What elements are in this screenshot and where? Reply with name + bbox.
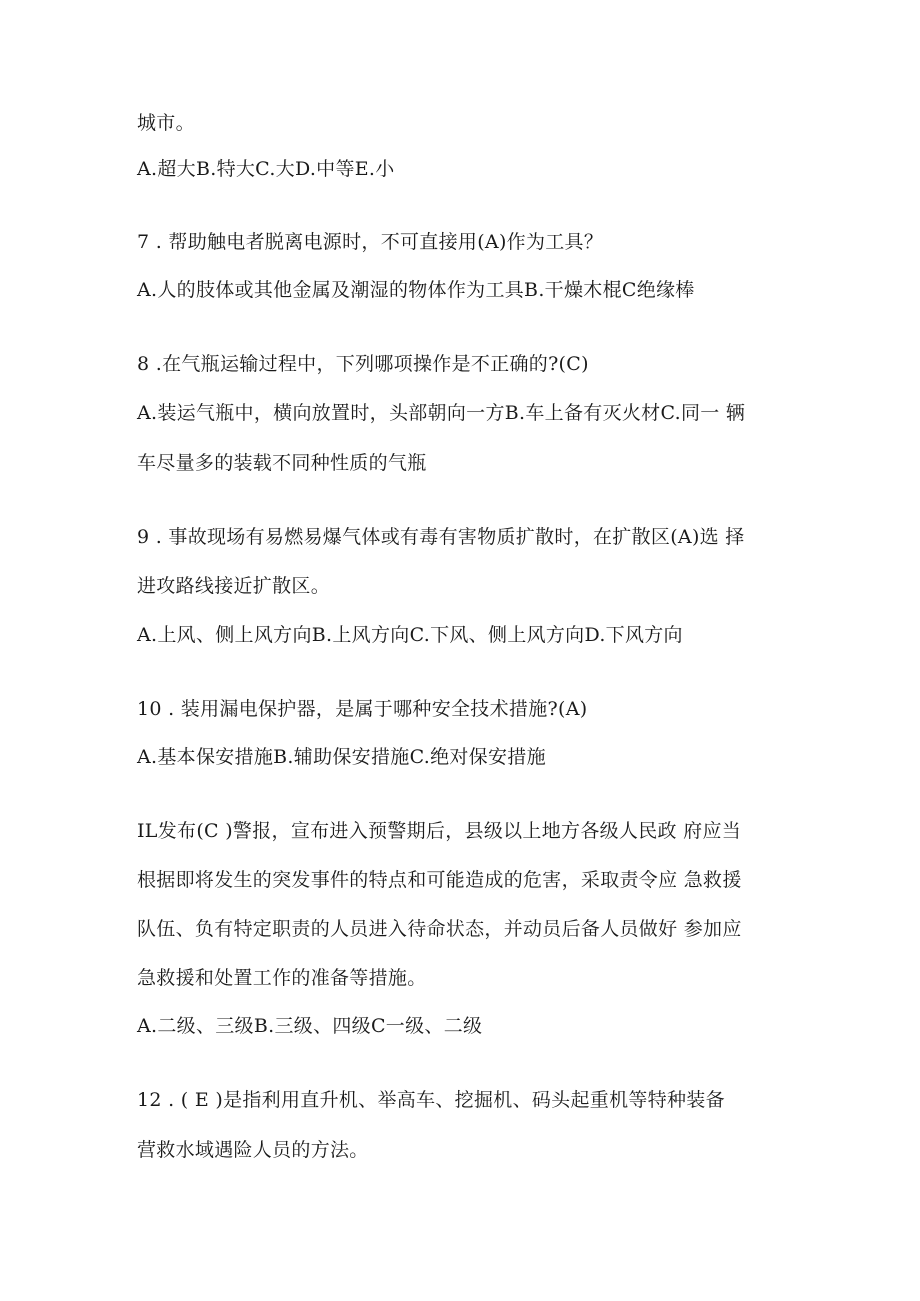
question-11-continued-1: 根据即将发生的突发事件的特点和可能造成的危害，采取责令应 急救援: [137, 869, 742, 891]
question-7: 7 . 帮助触电者脱离电源时，不可直接用(A)作为工具？: [137, 231, 604, 253]
question-8-options: A.装运气瓶中，横向放置时，头部朝向一方B.车上备有灭火材C.同一 辆: [137, 402, 746, 424]
question-10-options: A.基本保安措施B.辅助保安措施C.绝对保安措施: [137, 746, 546, 768]
question-11-continued-3: 急救援和处置工作的准备等措施。: [137, 967, 427, 989]
question-6-continuation: 城市。: [137, 112, 195, 134]
question-9-continued: 进攻路线接近扩散区。: [137, 575, 331, 597]
question-12-continued: 营救水域遇险人员的方法。: [137, 1139, 369, 1161]
question-8-options-continued: 车尽量多的装载不同种性质的气瓶: [137, 452, 427, 474]
question-9: 9 . 事故现场有易燃易爆气体或有毒有害物质扩散时，在扩散区(A)选 择: [137, 526, 745, 548]
question-6-options: A.超大B.特大C.大D.中等E.小: [137, 158, 395, 180]
question-8: 8 .在气瓶运输过程中，下列哪项操作是不正确的?(C): [137, 353, 589, 375]
question-7-options: A.人的肢体或其他金属及潮湿的物体作为工具B.干燥木棍C绝缘棒: [137, 279, 695, 301]
question-12: 12 . ( E )是指利用直升机、举高车、挖掘机、码头起重机等特种装备: [137, 1089, 725, 1111]
question-11: IL发布(C )警报，宣布进入预警期后，县级以上地方各级人民政 府应当: [137, 820, 742, 842]
question-10: 10 . 装用漏电保护器，是属于哪种安全技术措施?(A): [137, 698, 588, 720]
question-9-options: A.上风、侧上风方向B.上风方向C.下风、侧上风方向D.下风方向: [137, 624, 683, 646]
question-11-continued-2: 队伍、负有特定职责的人员进入待命状态，并动员后备人员做好 参加应: [137, 918, 742, 940]
question-11-options: A.二级、三级B.三级、四级C一级、二级: [137, 1015, 483, 1037]
